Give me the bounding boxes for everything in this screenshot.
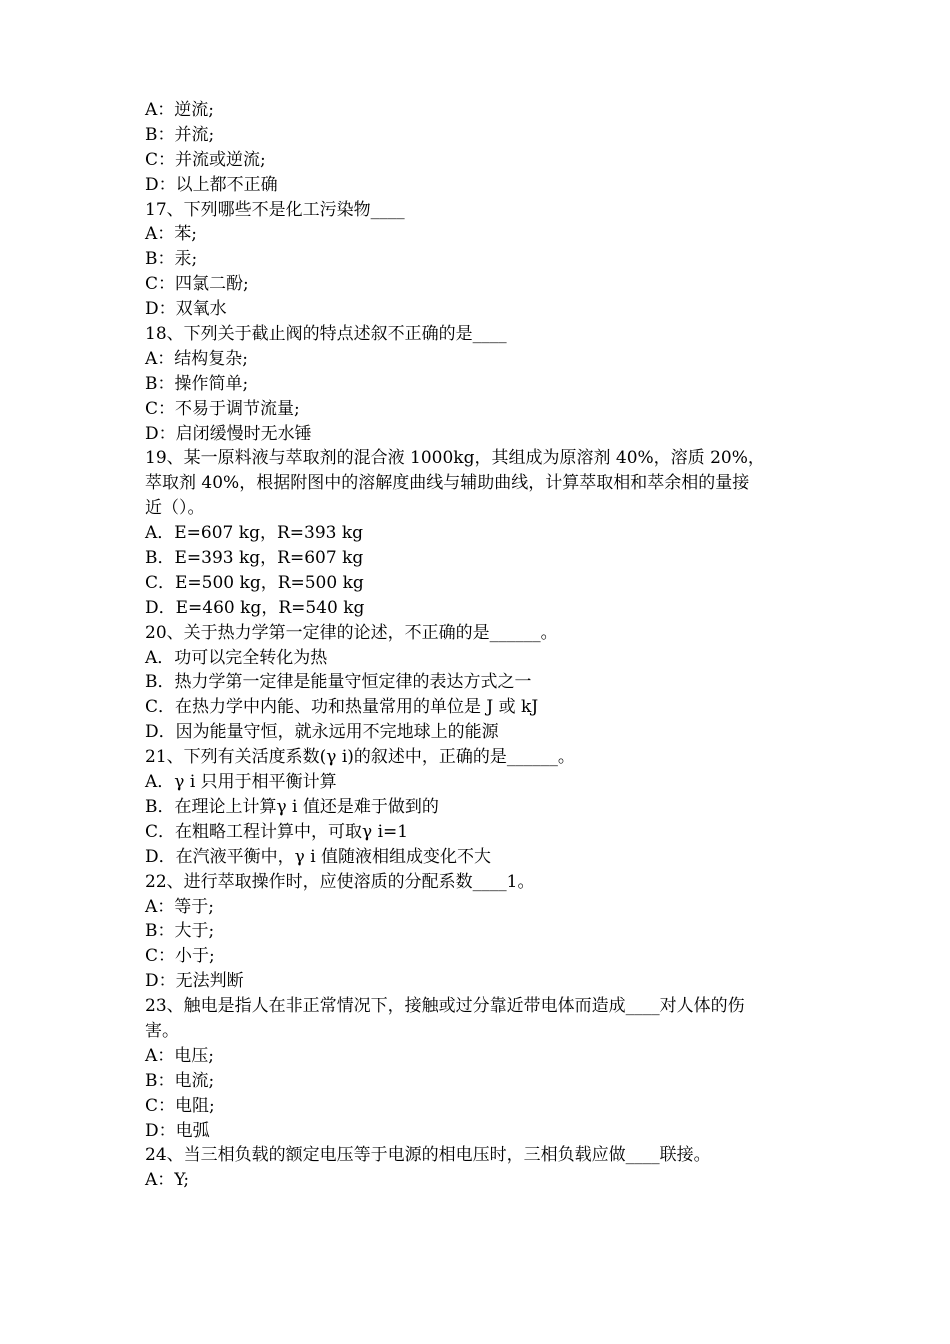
option-line: B：汞; — [145, 249, 198, 270]
option-line: C．E=500 kg，R=500 kg — [145, 572, 364, 593]
option-line: A：逆流; — [145, 100, 215, 120]
option-line: D：以上都不正确 — [145, 174, 278, 195]
option-line: A：结构复杂; — [145, 348, 249, 369]
option-line: C：不易于调节流量; — [145, 398, 300, 419]
option-line: D：电弧 — [145, 1120, 210, 1141]
question-18: 18、下列关于截止阀的特点述叙不正确的是____ — [145, 324, 507, 345]
option-line: C：小于; — [145, 946, 215, 967]
option-line: A．E=607 kg，R=393 kg — [145, 523, 364, 544]
option-line: A．功可以完全转化为热 — [145, 647, 328, 668]
option-line: A：等于; — [145, 896, 215, 917]
question-19-line-1: 19、某一原料液与萃取剂的混合液 1000kg，其组成为原溶剂 40%，溶质 20%， — [145, 448, 765, 469]
question-23-line-2: 害。 — [145, 1020, 179, 1041]
option-line: D：无法判断 — [145, 971, 244, 992]
option-line: C．在热力学中内能、功和热量常用的单位是 J 或 kJ — [145, 697, 539, 718]
option-line: A：Y; — [145, 1170, 190, 1191]
question-20: 20、关于热力学第一定律的论述，不正确的是______。 — [145, 622, 558, 643]
option-line: C：四氯二酚; — [145, 274, 249, 295]
option-line: D：双氧水 — [145, 299, 227, 320]
option-line: B：并流; — [145, 124, 215, 145]
option-line: C：电阻; — [145, 1095, 215, 1116]
option-line: A：苯; — [145, 224, 198, 245]
question-19-line-2: 萃取剂 40%，根据附图中的溶解度曲线与辅助曲线，计算萃取相和萃余相的量接 — [145, 473, 750, 494]
question-23-line-1: 23、触电是指人在非正常情况下，接触或过分靠近带电体而造成____对人体的伤 — [145, 996, 745, 1017]
option-line: B：大于; — [145, 921, 215, 942]
question-22: 22、进行萃取操作时，应使溶质的分配系数____1。 — [145, 871, 535, 892]
option-line: A：电压; — [145, 1045, 215, 1066]
option-line: B：操作简单; — [145, 373, 249, 394]
option-line: B．E=393 kg，R=607 kg — [145, 548, 364, 569]
question-17: 17、下列哪些不是化工污染物____ — [145, 199, 405, 220]
option-line: B．在理论上计算γ i 值还是难于做到的 — [145, 796, 439, 817]
option-line: C：并流或逆流; — [145, 149, 266, 170]
option-line: B．热力学第一定律是能量守恒定律的表达方式之一 — [145, 672, 532, 693]
option-line: A．γ i 只用于相平衡计算 — [145, 772, 337, 793]
question-19-line-3: 近（）。 — [145, 498, 205, 519]
question-21: 21、下列有关活度系数(γ i)的叙述中，正确的是______。 — [145, 747, 575, 768]
question-24: 24、当三相负载的额定电压等于电源的相电压时，三相负载应做____联接。 — [145, 1145, 711, 1166]
option-line: D：启闭缓慢时无水锤 — [145, 423, 312, 444]
option-line: D．在汽液平衡中，γ i 值随液相组成变化不大 — [145, 846, 492, 867]
document-body — [145, 98, 810, 1193]
option-line: C．在粗略工程计算中，可取γ i=1 — [145, 821, 409, 842]
option-line: B：电流; — [145, 1070, 215, 1091]
option-line: D．因为能量守恒，就永远用不完地球上的能源 — [145, 722, 499, 743]
option-line: D．E=460 kg，R=540 kg — [145, 597, 365, 618]
